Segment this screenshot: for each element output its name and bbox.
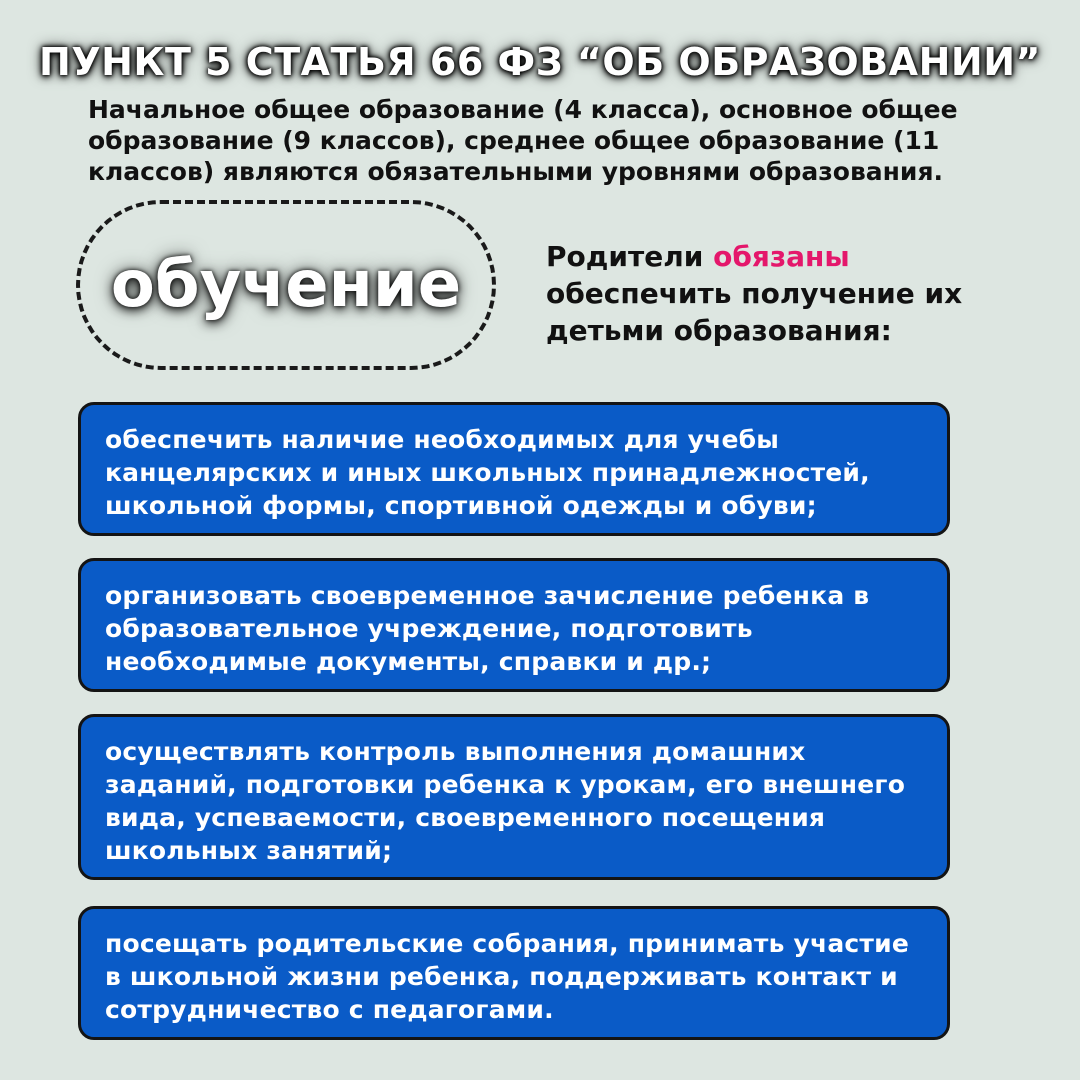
duty-card-control (78, 714, 950, 880)
parents-text-start: Родители (546, 240, 714, 273)
parents-accent-word: обязаны (713, 240, 850, 273)
duty-card-meetings (78, 906, 950, 1040)
parents-text-end: обеспечить получение их детьми образования: (546, 277, 963, 347)
intro-paragraph: Начальное общее образование (4 класса), основное общее образование (9 классов), среднее общее образование (11 классов) являются обязательными уровнями образования. (88, 95, 958, 186)
duty-text: посещать родительские собрания, принимать участие в школьной жизни ребенка, поддерживать контакт и сотрудничество с педагогами. (105, 929, 909, 1024)
duty-text: организовать своевременное зачисление ребенка в образовательное учреждение, подготовить необходимые документы, справки и др.; (105, 581, 870, 676)
duty-text: осуществлять контроль выполнения домашних заданий, подготовки ребенка к урокам, его внешнего вида, успеваемости, своевременного посещения школьных занятий; (105, 737, 906, 865)
duty-card-supplies (78, 402, 950, 536)
page-title: ПУНКТ 5 СТАТЬЯ 66 ФЗ “ОБ ОБРАЗОВАНИИ” (39, 40, 1041, 84)
oval-keyword: обучение (110, 248, 462, 322)
duty-card-enrollment (78, 558, 950, 692)
duty-text: обеспечить наличие необходимых для учебы канцелярских и иных школьных принадлежностей, школьной формы, спортивной одежды и обуви; (105, 425, 870, 520)
parents-statement (546, 238, 1026, 349)
